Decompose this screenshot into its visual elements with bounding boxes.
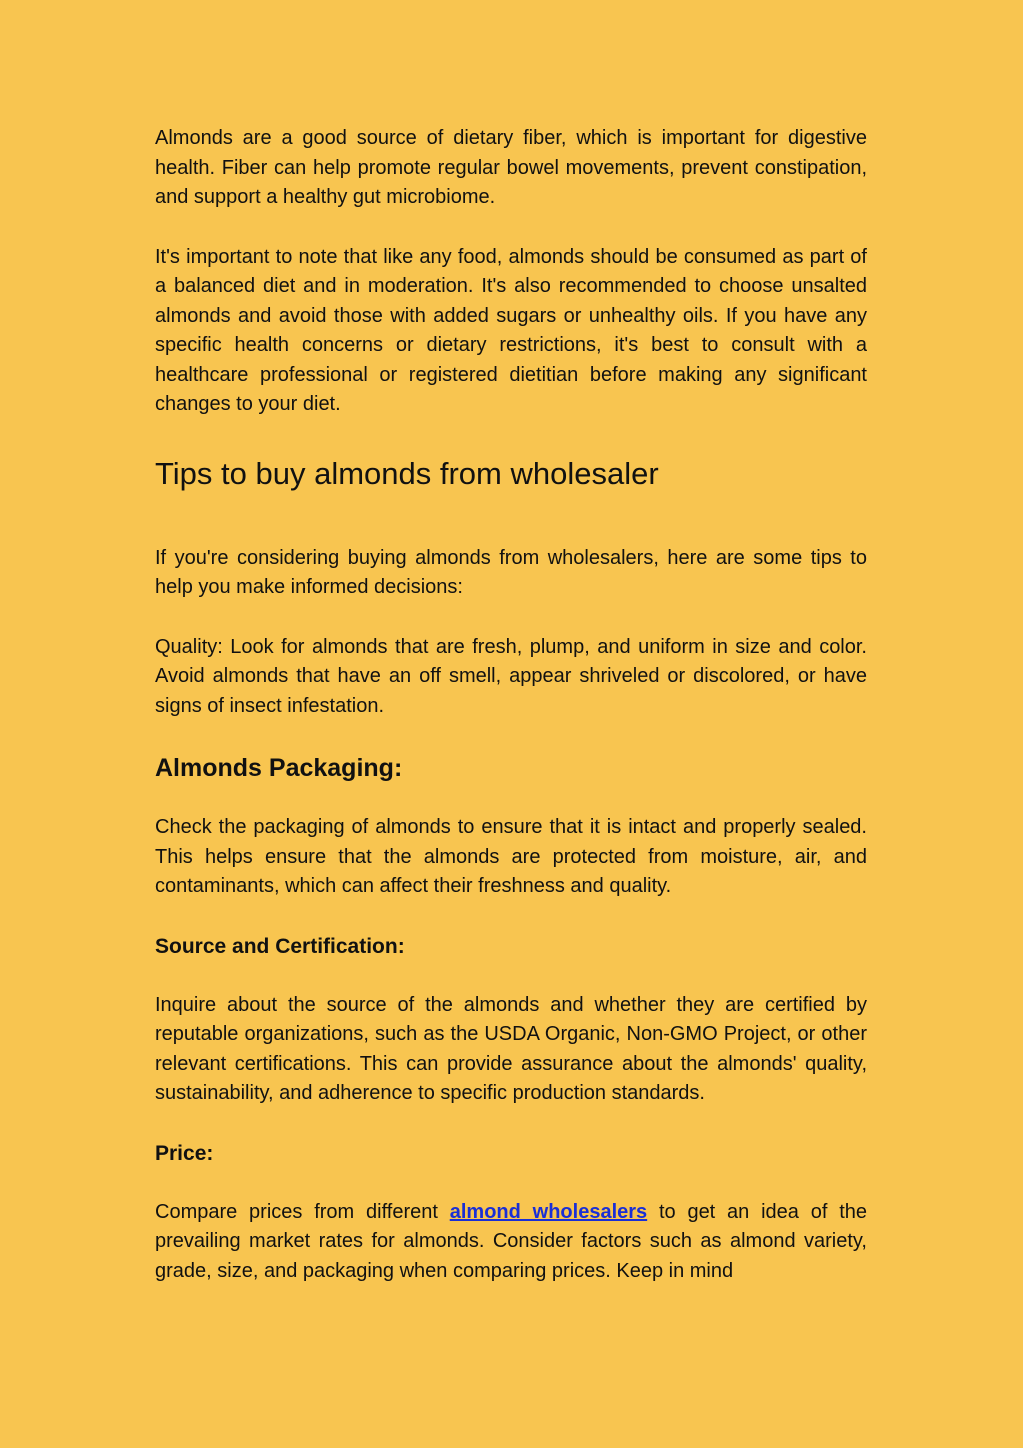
heading-tips: Tips to buy almonds from wholesaler (155, 455, 659, 491)
paragraph-intro-tips: If you're considering buying almonds from wholesalers, here are some tips to help you make informed decisions: (155, 546, 867, 598)
paragraph-moderation: It's important to note that like any food, almonds should be consumed as part of a balanced diet and in moderation. It's also recommended to choose unsalted almonds and avoid those with added sugars or unhealthy oils. If you have any specific health concerns or dietary restrictions, it's best to consult with a healthcare professional or registered dietitian before making any significant changes to your diet. (155, 245, 867, 415)
paragraph-source: Inquire about the source of the almonds and whether they are certified by reputable organizations, such as the USDA Organic, Non-GMO Project, or other relevant certifications. This can provide assurance about the almonds' quality, sustainability, and adherence to specific production standards. (155, 993, 867, 1104)
paragraph-price-start: Compare prices from different (155, 1200, 450, 1223)
paragraph-fiber: Almonds are a good source of dietary fiber, which is important for digestive health. Fiber can help promote regular bowel movements, prevent constipation, and support a healthy gut microbiome. (155, 127, 867, 208)
document-body (155, 124, 867, 1286)
paragraph-price (155, 1198, 867, 1287)
heading-packaging: Almonds Packaging: (155, 754, 403, 782)
heading-source-certification: Source and Certification: (155, 934, 405, 958)
paragraph-price-end: to get an idea of the prevailing market rates for almonds. Consider factors such as almond variety, grade, size, and packaging when comparing prices. Keep in mind (155, 1200, 867, 1282)
almond-wholesalers-link[interactable]: almond wholesalers (449, 1200, 648, 1223)
paragraph-quality: Quality: Look for almonds that are fresh, plump, and uniform in size and color. Avoid almonds that have an off smell, appear shriveled or discolored, or have signs of insect infestation. (155, 635, 867, 717)
heading-price: Price: (155, 1141, 214, 1165)
paragraph-packaging: Check the packaging of almonds to ensure that it is intact and properly sealed. This helps ensure that the almonds are protected from moisture, air, and contaminants, which can affect their freshness and quality. (155, 816, 867, 897)
